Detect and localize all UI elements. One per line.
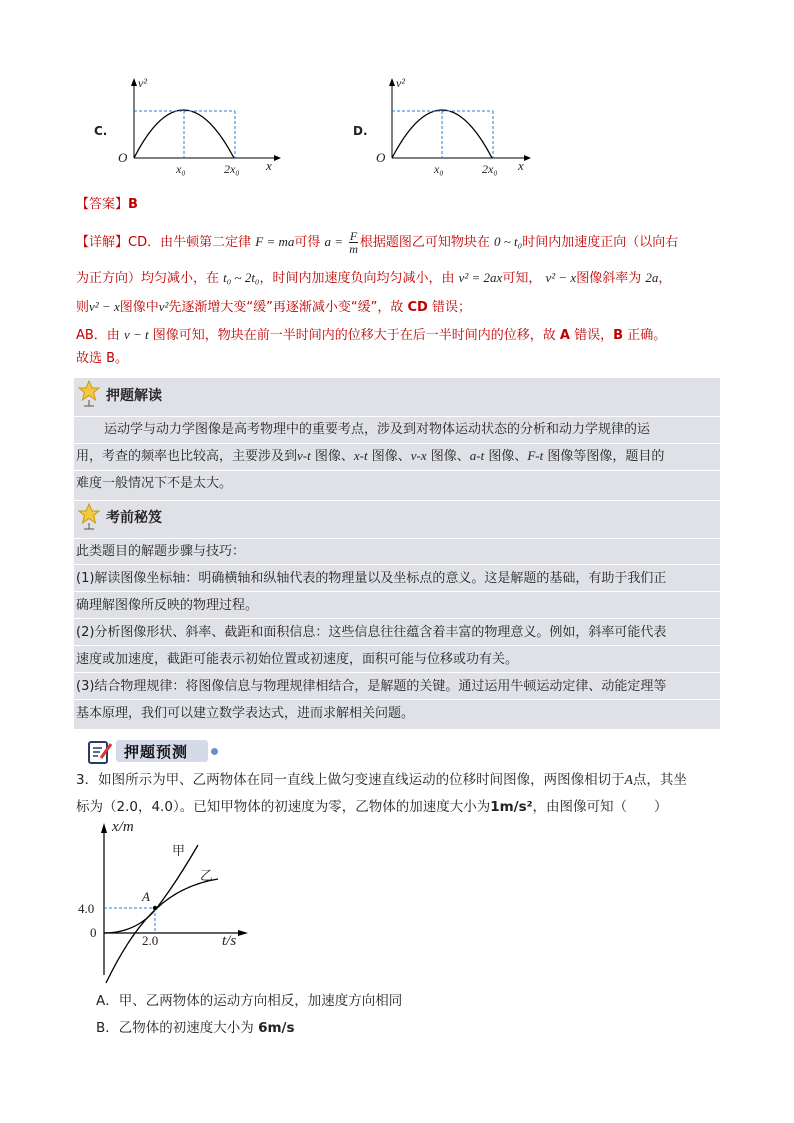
detail-text: 可知， <box>502 271 542 286</box>
detail-text: 为正方向）均匀减小，在 <box>76 271 220 286</box>
detail-text: CD．由牛顿第二定律 <box>128 235 252 250</box>
detail-line-2 <box>76 268 671 289</box>
box1-text: 图像、 <box>367 449 411 464</box>
option-a: A．甲、乙两物体的运动方向相反，加速度方向相同 <box>96 993 403 1009</box>
box1-text: 图像、 <box>426 449 470 464</box>
fraction-denominator: m <box>349 242 358 256</box>
option-b-text: B．乙物体的初速度大小为 <box>96 1020 254 1036</box>
graph-c-plot <box>90 74 290 184</box>
box1-vt: v-t <box>297 448 311 463</box>
detail-text: ， <box>658 271 672 286</box>
detail-line-3 <box>76 297 471 318</box>
box1-text: 用，考查的频率也比较高，主要涉及到 <box>76 449 298 464</box>
detail-text: 时间内加速度正向（以向右 <box>522 235 679 250</box>
box1-p2 <box>76 446 664 467</box>
box1-title: 押题解读 <box>106 388 162 404</box>
formula-vx: v² − x <box>545 270 577 285</box>
graph-d-tick2: 2x₀ <box>482 162 498 176</box>
graph-c <box>90 74 290 184</box>
qgraph-y-axis: x/m <box>112 819 134 835</box>
qgraph-x-axis: t/s <box>222 933 237 949</box>
detail-text: 正确。 <box>627 328 667 343</box>
graph-d-origin: O <box>376 150 386 165</box>
detail-text: 图像中 <box>119 300 159 315</box>
detail-line-4 <box>76 325 666 346</box>
box1-at: a-t <box>469 448 485 463</box>
question-text: 标为（2.0，4.0）。已知甲物体的初速度为零，乙物体的加速度大小为 <box>76 799 491 815</box>
star-icon <box>78 380 100 408</box>
box2-l5: 速度或加速度，截距可能表示初始位置或初速度，面积可能与位移或功有关。 <box>76 652 519 667</box>
detail-text: 图像可知，物块在前一半时间内的位移大于在后一半时间内的位移，故 <box>152 328 556 343</box>
graph-d-x-var: x <box>518 158 524 173</box>
graph-c-tick2: 2x₀ <box>224 162 240 176</box>
formula-range1: 0 ~ t₀ <box>494 234 523 249</box>
graph-d-y-var: v² <box>396 76 405 90</box>
banner-title: 押题预测 <box>124 743 189 761</box>
box2-l6: (3)结合物理规律：将图像信息与物理规律相结合，是解题的关键。通过运用牛顿运动定律、动能定理等 <box>76 679 667 694</box>
detail-text: 可得 <box>294 235 321 250</box>
graph-c-label: C. <box>94 124 108 138</box>
graph-c-y-var: v² <box>138 76 147 90</box>
box1-p3: 难度一般情况下不是太大。 <box>76 476 233 491</box>
fraction <box>349 230 358 255</box>
qgraph-curve1: 甲 <box>172 843 186 858</box>
question-graph <box>76 815 276 990</box>
qgraph-x-tick: 2.0 <box>142 933 159 948</box>
detail-option-b: B <box>613 328 624 343</box>
box2-l1: 此类题目的解题步骤与技巧： <box>76 544 246 559</box>
question-unit: 1m/s² <box>490 799 533 815</box>
formula-vt: v − t <box>123 327 149 342</box>
detail-text: AB．由 <box>76 328 120 343</box>
option-b-value: 6m/s <box>258 1020 295 1036</box>
box1-vx: v-x <box>410 448 427 463</box>
graph-d <box>350 74 550 184</box>
graph-c-tick1: x₀ <box>176 162 186 176</box>
graph-d-tick1: x₀ <box>434 162 444 176</box>
formula-range2: t₀ ~ 2t₀ <box>223 270 260 285</box>
box2-l4: (2)分析图像形状、斜率、截距和面积信息：这些信息往往蕴含着丰富的物理意义。例如，斜率可能代表 <box>76 625 667 640</box>
graph-c-origin: O <box>118 150 128 165</box>
qgraph-y-tick: 4.0 <box>78 901 95 916</box>
formula-a: a = <box>324 234 344 249</box>
question-line-2 <box>76 797 668 817</box>
question-point-a: A <box>624 772 633 787</box>
detail-conclusion: 故选 B。 <box>76 351 129 366</box>
formula-vx-2: v² − x <box>89 299 120 314</box>
detail-text: ，时间内加速度负向均匀减小，由 <box>259 271 455 286</box>
box1-p1: 运动学与动力学图像是高考物理中的重要考点，涉及到对物体运动状态的分析和动力学规律的运 <box>104 422 651 437</box>
question-text: 点，其坐 <box>632 772 687 788</box>
formula-v2: v² = 2ax <box>458 270 503 285</box>
graph-d-label: D. <box>353 124 368 138</box>
formula-v2-var: v² <box>158 299 169 314</box>
detail-text: 则 <box>76 300 90 315</box>
detail-text: 错误， <box>574 328 614 343</box>
banner-dot <box>211 748 218 755</box>
question-line-1 <box>76 770 687 790</box>
detail-option-a: A <box>559 328 570 343</box>
question-text: 3．如图所示为甲、乙两物体在同一直线上做匀变速直线运动的位移时间图像，两图像相切于 <box>76 772 625 788</box>
box1-ft: F-t <box>527 448 544 463</box>
detail-line-5 <box>76 349 128 369</box>
star-icon <box>78 503 100 531</box>
qgraph-curve2: 乙 <box>200 868 214 883</box>
detail-cd: CD <box>407 300 428 315</box>
box2-title: 考前秘笈 <box>106 510 162 526</box>
box2-l3: 确理解图像所反映的物理过程。 <box>76 598 259 613</box>
detail-text: 根据题图乙可知物块在 <box>359 235 490 250</box>
qgraph-origin: 0 <box>90 925 97 940</box>
box1-text: 图像、 <box>310 449 354 464</box>
answer-line <box>76 195 138 215</box>
detail-text: 图像斜率为 <box>576 271 642 286</box>
box2-l7: 基本原理，我们可以建立数学表达式，进而求解相关问题。 <box>76 706 415 721</box>
answer-prefix: 【答案】 <box>76 197 129 212</box>
box1-text: 图像等图像，题目的 <box>543 449 665 464</box>
detail-prefix: 【详解】 <box>76 235 129 250</box>
graph-c-x-var: x <box>266 158 272 173</box>
qgraph-point: A <box>142 889 150 904</box>
box1-xt: x-t <box>353 448 368 463</box>
box2-l2: (1)解读图像坐标轴：明确横轴和纵轴代表的物理量以及坐标点的意义。这是解题的基础，有助于我们正 <box>76 571 667 586</box>
pencil-notebook-icon <box>86 738 114 766</box>
detail-text: 错误； <box>432 300 472 315</box>
formula-newton: F = ma <box>255 234 295 249</box>
box1-text: 图像、 <box>484 449 528 464</box>
detail-text: 先逐渐增大变“缓”再逐渐减小变“缓”，故 <box>168 300 404 315</box>
detail-line-1 <box>76 230 678 255</box>
fraction-numerator: F <box>349 229 358 243</box>
option-b <box>96 1018 295 1038</box>
question-text: ，由图像可知（ ） <box>532 799 668 815</box>
answer-value: B <box>128 197 138 212</box>
formula-2a: 2a <box>645 270 659 285</box>
